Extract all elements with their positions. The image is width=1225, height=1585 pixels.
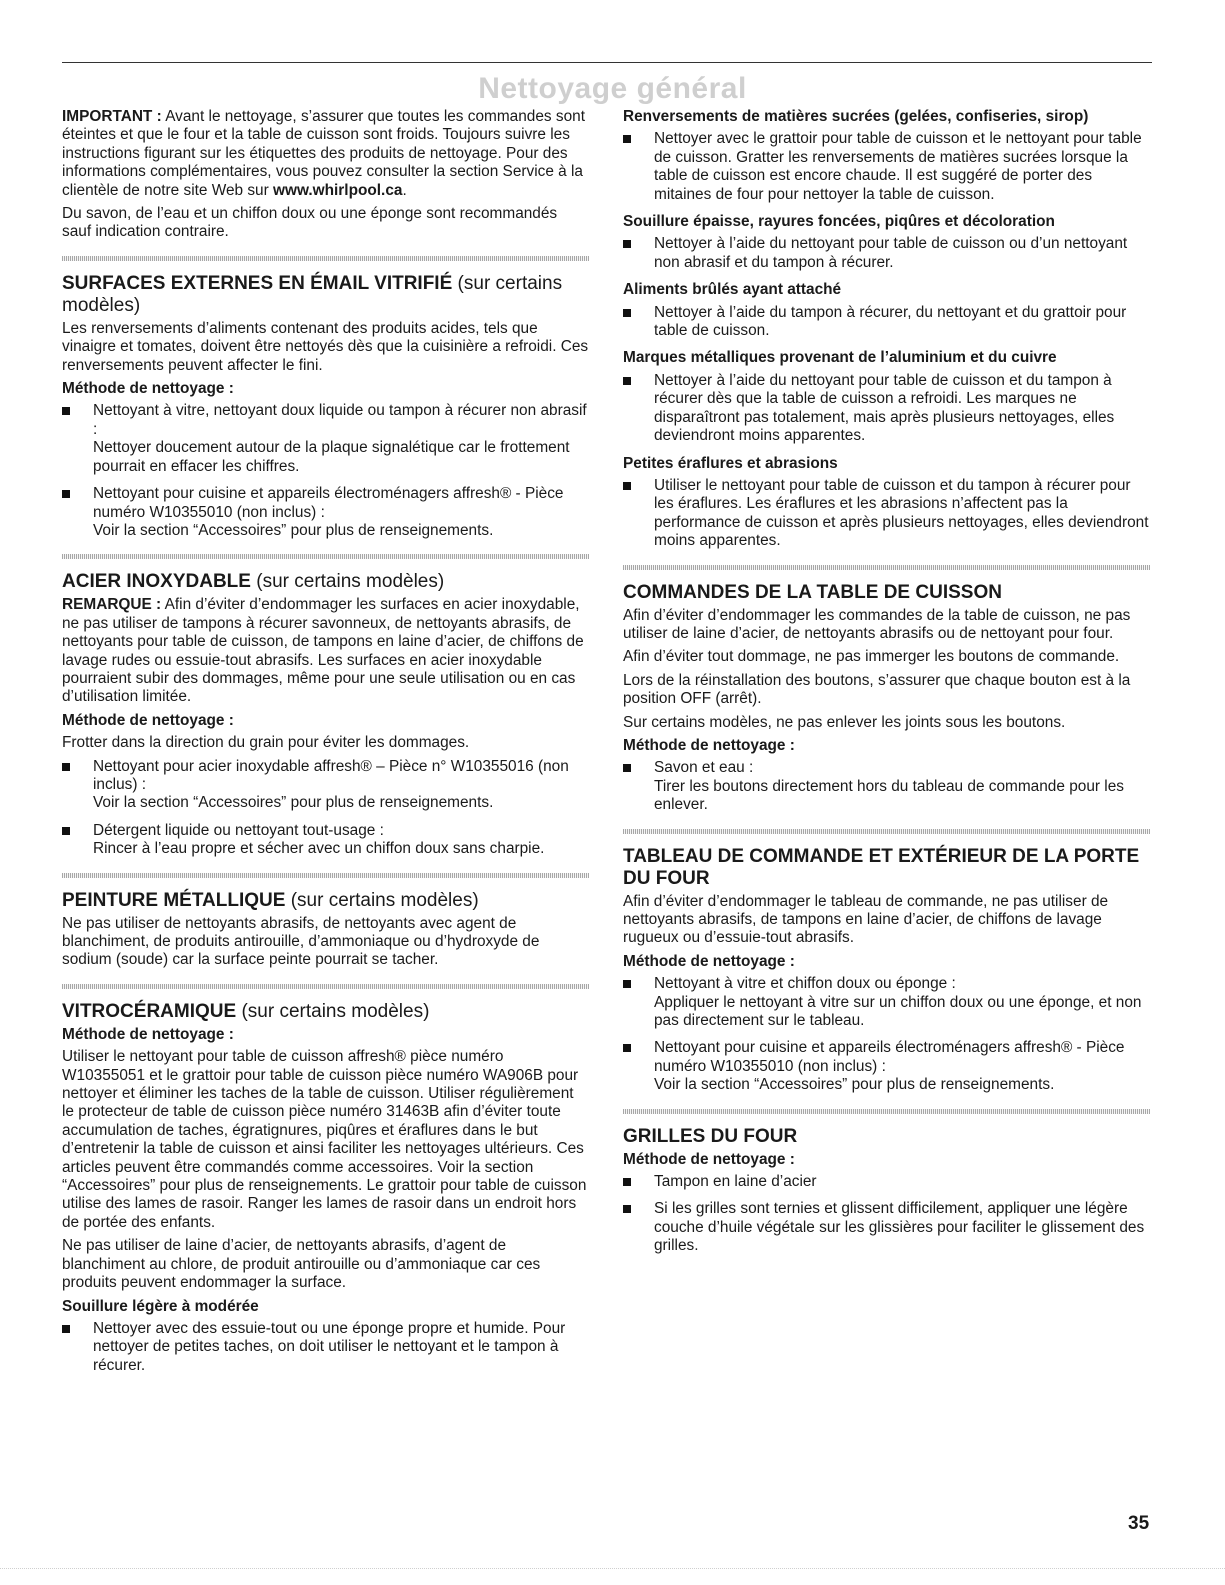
scratches-label: Petites éraflures et abrasions xyxy=(623,454,838,472)
list-item xyxy=(623,1173,1150,1191)
bullet-icon xyxy=(623,309,631,317)
list-item xyxy=(623,759,1150,814)
bullet-line: Savon et eau : xyxy=(654,759,754,777)
section-divider xyxy=(623,1109,1150,1114)
bullet-icon xyxy=(623,1044,631,1052)
grilles-method-label: Méthode de nettoyage : xyxy=(623,1150,795,1168)
section-title-peinture xyxy=(62,890,589,912)
bullet-line: Nettoyer avec le grattoir pour table de cuisson et le nettoyant pour table de cuisson. Gratter les renversements de matières sucrées lorsque la table de cuisson est encore chaude. Il est suggéré de porter des mitaines de four pour nettoyer la table de cuisson. xyxy=(654,130,1142,203)
bullet-icon xyxy=(623,135,631,143)
bullet-icon xyxy=(62,763,70,771)
bullet-icon xyxy=(62,1325,70,1333)
list-item xyxy=(62,1320,589,1375)
bullet-line: Tampon en laine d’acier xyxy=(654,1173,817,1191)
list-item xyxy=(623,1200,1150,1255)
vitro-text-2: Ne pas utiliser de laine d’acier, de nettoyants abrasifs, d’agent de blanchiment au chlore, de produit antirouille ou d’ammoniaque car ces produits peuvent endommager la surface. xyxy=(62,1237,541,1292)
remark-label: REMARQUE : xyxy=(62,596,162,614)
vitro-light-bullets xyxy=(62,1320,589,1375)
bullet-icon xyxy=(623,240,631,248)
sugar-label: Renversements de matières sucrées (gelées, confiseries, sirop) xyxy=(623,108,1089,125)
section-divider xyxy=(62,554,589,559)
list-item xyxy=(623,304,1150,341)
section-title-grilles xyxy=(623,1126,1150,1148)
bullet-line: Nettoyer à l’aide du nettoyant pour table de cuisson ou d’un nettoyant non abrasif et du tampon à récurer. xyxy=(654,235,1128,271)
section-title-peinture-main: PEINTURE MÉTALLIQUE xyxy=(62,889,286,911)
bullet-line: Utiliser le nettoyant pour table de cuisson et du tampon à récurer pour les éraflures. Les éraflures et les abrasions n’affectent pas la performance de cuisson et après plusieurs nettoyages, elles deviendront moins apparentes. xyxy=(654,476,1149,550)
list-item xyxy=(623,975,1150,1030)
list-item xyxy=(623,235,1150,272)
email-bullets xyxy=(62,402,589,540)
burnt-food-bullets xyxy=(623,304,1150,341)
bullet-line: Nettoyer à l’aide du tampon à récurer, du nettoyant et du grattoir pour table de cuisson. xyxy=(654,303,1127,340)
section-title-email-note: (sur certains modèles) xyxy=(62,272,563,316)
list-item xyxy=(62,485,589,540)
right-column xyxy=(623,108,1150,1265)
bullet-line: Nettoyant pour cuisine et appareils électroménagers affresh® - Pièce numéro W10355010 (non inclus) : xyxy=(93,485,564,521)
inox-remark xyxy=(62,596,589,706)
bullet-line: Nettoyer à l’aide du nettoyant pour table de cuisson et du tampon à récurer dès que la table de cuisson a refroidi. Les marques ne disparaîtront pas totalement, mais après plusieurs nettoyages, elles deviendront moins apparentes. xyxy=(654,371,1115,445)
list-item xyxy=(62,822,589,859)
bullet-icon xyxy=(62,827,70,835)
inox-method-label: Méthode de nettoyage : xyxy=(62,711,234,729)
intro-paragraph-2: Du savon, de l’eau et un chiffon doux ou une éponge sont recommandés sauf indication contraire. xyxy=(62,205,558,241)
page-title: Nettoyage général xyxy=(478,72,747,105)
commandes-p3: Lors de la réinstallation des boutons, s’assurer que chaque bouton est à la position OFF (arrêt). xyxy=(623,671,1131,708)
footer-rule xyxy=(0,1568,1225,1569)
list-item xyxy=(623,477,1150,551)
section-title-tableau xyxy=(623,846,1150,890)
section-title-email xyxy=(62,273,589,317)
section-title-peinture-note: (sur certains modèles) xyxy=(285,889,479,911)
section-divider xyxy=(62,873,589,878)
commandes-p1: Afin d’éviter d’endommager les commandes de la table de cuisson, ne pas utiliser de laine d’acier, de nettoyants abrasifs ou de nettoyant pour four. xyxy=(623,606,1131,642)
bullet-icon xyxy=(62,490,70,498)
bullet-icon xyxy=(623,764,631,772)
website-link[interactable]: www.whirlpool.ca xyxy=(273,181,403,199)
section-title-inox-main: ACIER INOXYDABLE xyxy=(62,571,251,593)
section-divider xyxy=(623,565,1150,570)
bullet-line: Nettoyant à vitre, nettoyant doux liquide ou tampon à récurer non abrasif : xyxy=(93,402,587,438)
bullet-line: Nettoyant pour acier inoxydable affresh® – Pièce n° W10355016 (non inclus) : xyxy=(93,757,569,793)
bullet-line: Si les grilles sont ternies et glissent difficilement, appliquer une légère couche d’huile végétale sur les glissières pour faciliter le glissement des grilles. xyxy=(654,1200,1145,1255)
list-item xyxy=(62,402,589,476)
tableau-method-label: Méthode de nettoyage : xyxy=(623,952,795,970)
bullet-line: Voir la section “Accessoires” pour plus de renseignements. xyxy=(93,794,494,812)
important-text: Avant le nettoyage, s’assurer que toutes les commandes sont éteintes et que le four et la table de cuisson sont froids. Toujours suivre les instructions figurant sur les étiquettes des produits de nettoyage. Pour des informations complémentaires, vous pouvez consulter la section Service à la clientèle de notre site Web sur xyxy=(62,108,585,199)
list-item xyxy=(623,372,1150,446)
bullet-line: Nettoyer avec des essuie-tout ou une éponge propre et humide. Pour nettoyer de petites taches, on doit utiliser le nettoyant et le tampon à récurer. xyxy=(93,1319,566,1374)
section-title-tableau-main: TABLEAU DE COMMANDE ET EXTÉRIEUR DE LA PORTE DU FOUR xyxy=(623,845,1140,889)
vitro-light-label: Souillure légère à modérée xyxy=(62,1297,259,1315)
left-column xyxy=(62,108,589,1384)
bullet-line: Détergent liquide ou nettoyant tout-usage : xyxy=(93,821,384,839)
section-title-commandes-main: COMMANDES DE LA TABLE DE CUISSON xyxy=(623,581,1002,603)
heavy-soil-label: Souillure épaisse, rayures foncées, piqûres et décoloration xyxy=(623,213,1055,231)
commandes-method-label: Méthode de nettoyage : xyxy=(623,736,795,754)
section-divider xyxy=(62,256,589,261)
bullet-line: Nettoyer doucement autour de la plaque signalétique car le frottement pourrait en effacer les chiffres. xyxy=(93,439,570,475)
scratches-bullets xyxy=(623,477,1150,551)
sugar-bullets xyxy=(623,130,1150,204)
metal-marks-bullets xyxy=(623,372,1150,446)
bullet-line: Tirer les boutons directement hors du tableau de commande pour les enlever. xyxy=(654,777,1124,814)
section-divider xyxy=(623,829,1150,834)
bullet-icon xyxy=(623,1205,631,1213)
grilles-bullets xyxy=(623,1173,1150,1256)
list-item xyxy=(623,130,1150,204)
bullet-icon xyxy=(623,980,631,988)
section-title-commandes xyxy=(623,582,1150,604)
email-method-label: Méthode de nettoyage : xyxy=(62,380,234,398)
bullet-line: Nettoyant pour cuisine et appareils électroménagers affresh® - Pièce numéro W10355010 (non inclus) : xyxy=(654,1039,1125,1075)
bullet-line: Appliquer le nettoyant à vitre sur un chiffon doux ou une éponge, et non pas directement sur le tableau. xyxy=(654,993,1142,1030)
page-number: 35 xyxy=(1128,1513,1150,1534)
bullet-icon xyxy=(62,407,70,415)
heavy-soil-bullets xyxy=(623,235,1150,272)
commandes-p4: Sur certains modèles, ne pas enlever les joints sous les boutons. xyxy=(623,713,1066,731)
tableau-text: Afin d’éviter d’endommager le tableau de commande, ne pas utiliser de nettoyants abrasifs, de tampons en laine d’acier, de chiffons de lavage rugueux ou d’essuie-tout abrasifs. xyxy=(623,892,1109,947)
list-item xyxy=(623,1039,1150,1094)
inox-bullets xyxy=(62,758,589,859)
bullet-icon xyxy=(623,1178,631,1186)
section-title-email-main: SURFACES EXTERNES EN ÉMAIL VITRIFIÉ xyxy=(62,272,453,294)
section-title-inox-note: (sur certains modèles) xyxy=(250,571,445,593)
section-title-vitro-note: (sur certains modèles) xyxy=(236,1000,430,1022)
commandes-p2: Afin d’éviter tout dommage, ne pas immerger les boutons de commande. xyxy=(623,648,1120,666)
section-title-grilles-main: GRILLES DU FOUR xyxy=(623,1125,798,1147)
bullet-icon xyxy=(623,377,631,385)
remark-text: Afin d’éviter d’endommager les surfaces en acier inoxydable, ne pas utiliser de tampons à récurer savonneux, de nettoyants abrasifs, de nettoyants pour table de cuisson, de tampons en laine d’acier, de chiffons de lavage rudes ou essuie-tout abrasifs. Les surfaces en acier inoxydable pourraient subir des dommages, même pour une seule utilisation ou en cas d’utilisation limitée. xyxy=(62,596,584,706)
section-title-vitro xyxy=(62,1001,589,1023)
inox-method-text: Frotter dans la direction du grain pour éviter les dommages. xyxy=(62,734,470,752)
bullet-icon xyxy=(623,482,631,490)
bullet-line: Voir la section “Accessoires” pour plus de renseignements. xyxy=(654,1076,1055,1094)
vitro-method-label: Méthode de nettoyage : xyxy=(62,1025,234,1043)
important-paragraph xyxy=(62,108,589,200)
peinture-text: Ne pas utiliser de nettoyants abrasifs, de nettoyants avec agent de blanchiment, de produits antirouille, d’ammoniaque ou d’hydroxyde de sodium (soude) car la surface peinte pourrait se tacher. xyxy=(62,914,540,969)
top-rule xyxy=(62,62,1152,63)
email-text: Les renversements d’aliments contenant des produits acides, tels que vinaigre et tomates, doivent être nettoyés dès que la cuisinière a refroidi. Ces renversements peuvent affecter le fini. xyxy=(62,319,589,374)
important-label: IMPORTANT : xyxy=(62,108,162,125)
commandes-bullets xyxy=(623,759,1150,814)
bullet-line: Rincer à l’eau propre et sécher avec un chiffon doux sans charpie. xyxy=(93,840,545,858)
tableau-bullets xyxy=(623,975,1150,1094)
list-item xyxy=(62,758,589,813)
website-end: . xyxy=(402,181,407,199)
bullet-line: Voir la section “Accessoires” pour plus de renseignements. xyxy=(93,521,494,539)
metal-marks-label: Marques métalliques provenant de l’aluminium et du cuivre xyxy=(623,349,1057,367)
section-divider xyxy=(62,984,589,989)
section-title-inox xyxy=(62,571,589,593)
vitro-text-1: Utiliser le nettoyant pour table de cuisson affresh® pièce numéro W10355051 et le grattoir pour table de cuisson pièce numéro WA906B pour nettoyer et éliminer les taches de la table de cuisson. Utiliser régulièrement le protecteur de table de cuisson pièce numéro 31463B afin d’éviter toute accumulation de taches, égratignures, piqûres et éraflures dans le but d’entretenir la table de cuisson et ainsi faciliter les nettoyages ultérieurs. Ces articles peuvent être commandés comme accessoires. Voir la section “Accessoires” pour plus de renseignements. Le grattoir pour table de cuisson utilise des lames de rasoir. Ranger les lames de rasoir dans un endroit hors de portée des enfants. xyxy=(62,1048,587,1231)
burnt-food-label: Aliments brûlés ayant attaché xyxy=(623,281,842,299)
section-title-vitro-main: VITROCÉRAMIQUE xyxy=(62,1000,237,1022)
bullet-line: Nettoyant à vitre et chiffon doux ou éponge : xyxy=(654,975,956,993)
